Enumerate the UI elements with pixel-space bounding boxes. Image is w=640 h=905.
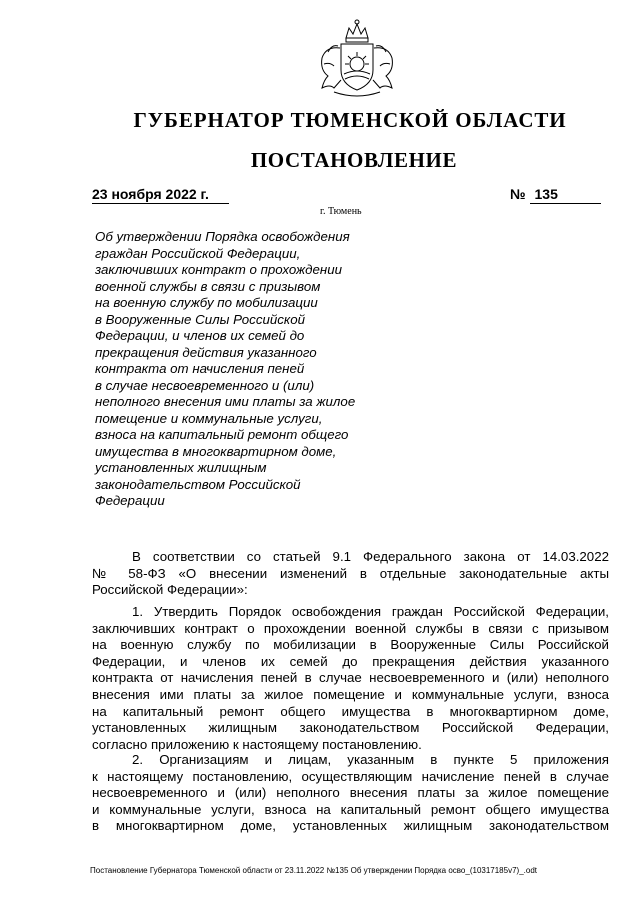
number-label: № [510, 186, 526, 202]
paragraph-line: В соответствии со статьей 9.1 Федерального закона от 14.03.2022 [132, 549, 609, 564]
title-line: неполного внесения ими платы за жилое [95, 394, 356, 409]
title-line: Федерации [95, 493, 165, 508]
title-line: законодательством Российской [95, 476, 301, 492]
title-line: граждан Российской Федерации, [95, 245, 301, 261]
paragraph-line: на военную службу по мобилизации в Вооруженные Силы Российской [92, 637, 609, 653]
title-line: имущества в многоквартирном доме, [95, 443, 337, 459]
title-line: заключивших контракт о прохождении [95, 262, 343, 277]
paragraph-line: № 58-ФЗ «О внесении изменений в отдельные законодательные акты [92, 565, 609, 581]
paragraph-line: заключивших контракт о прохождении военной службы в связи с призывом [92, 620, 609, 636]
title-line: установленных жилищным [95, 460, 267, 475]
number-value: 135 [530, 186, 601, 204]
document-city: г. Тюмень [320, 206, 362, 217]
title-line: помещение и коммунальные услуги, [95, 410, 323, 426]
paragraph-line: и коммунальные услуги, взноса на капитальный ремонт общего имущества [92, 801, 609, 817]
document-type-heading: ПОСТАНОВЛЕНИЕ [250, 148, 458, 172]
paragraph-line: Российской Федерации»: [92, 582, 248, 598]
title-line: взноса на капитальный ремонт общего [95, 427, 349, 442]
paragraph-line: Федерации, и членов их семей до прекращения действия указанного [92, 653, 609, 669]
title-line: прекращения действия указанного [95, 344, 317, 360]
item-2-paragraph [92, 752, 609, 835]
document-title [95, 229, 395, 510]
title-line: контракта от начисления пеней [95, 361, 305, 376]
title-line: Об утверждении Порядка освобождения [95, 229, 350, 244]
paragraph-line: согласно приложению к настоящему постановлению. [92, 736, 422, 752]
paragraph-line: на капитальный ремонт общего имущества в многоквартирном доме, [92, 703, 609, 719]
paragraph-line: 2. Организациям и лицам, указанным в пункте 5 приложения [132, 752, 609, 767]
item-1-paragraph [92, 604, 609, 753]
authority-heading: ГУБЕРНАТОР ТЮМЕНСКОЙ ОБЛАСТИ [133, 108, 567, 132]
paragraph-line: несвоевременного и (или) неполного внесения платы за жилое помещение [92, 785, 609, 801]
coat-of-arms-icon [314, 18, 400, 100]
title-line: в Вооруженные Силы Российской [95, 311, 305, 327]
document-date: 23 ноября 2022 г. [92, 186, 229, 204]
title-line: военной службы в связи с призывом [95, 278, 321, 294]
paragraph-line: в многоквартирном доме, установленных жилищным законодательством [92, 818, 609, 834]
document-footer: Постановление Губернатора Тюменской области от 23.11.2022 №135 Об утверждении Порядка осво_(10317185v7)_.odt [90, 866, 537, 875]
title-line: в случае несвоевременного и (или) [95, 377, 315, 393]
paragraph-line: установленных жилищным законодательством Российской Федерации, [92, 720, 609, 736]
paragraph-line: внесения ими платы за жилое помещение и коммунальные услуги, взноса [92, 686, 609, 702]
paragraph-line: к настоящему постановлению, осуществляющим начисление пеней в случае [92, 768, 609, 784]
paragraph-line: контракта от начисления пеней в случае несвоевременного и (или) неполного [92, 670, 609, 686]
document-number [510, 186, 601, 204]
title-line: Федерации, и членов их семей до [95, 328, 305, 343]
preamble-paragraph [92, 549, 609, 599]
paragraph-line: 1. Утвердить Порядок освобождения граждан Российской Федерации, [132, 604, 609, 619]
title-line: на военную службу по мобилизации [95, 295, 318, 310]
